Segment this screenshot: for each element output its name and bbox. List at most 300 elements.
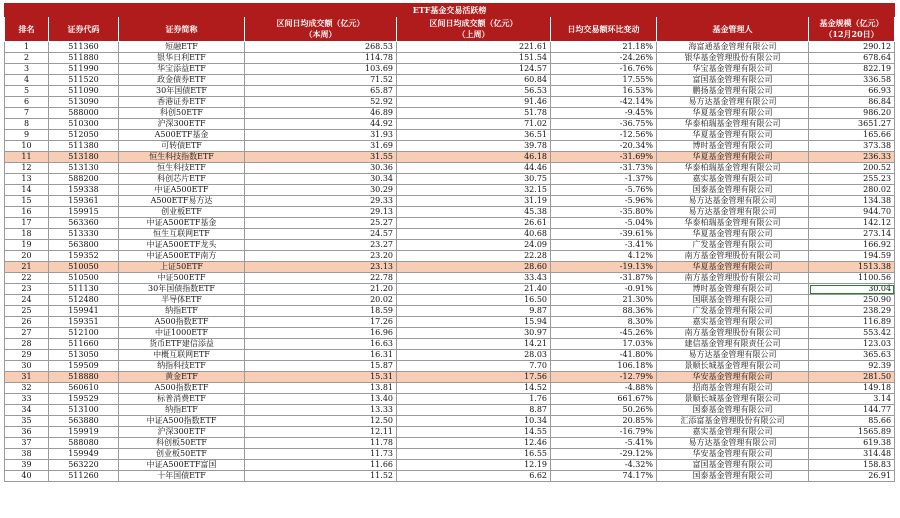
cell-manager[interactable]: 华安基金管理有限公司 [657, 372, 809, 383]
cell-manager[interactable]: 南方基金管理股份有限公司 [657, 251, 809, 262]
cell-change[interactable]: -16.79% [551, 427, 657, 438]
cell-rank[interactable]: 23 [5, 284, 49, 295]
cell-manager[interactable]: 南方基金管理股份有限公司 [657, 273, 809, 284]
cell-name[interactable]: 政金债券ETF [119, 75, 245, 86]
cell-avg-turnover-this-week[interactable]: 65.87 [245, 86, 397, 97]
cell-name[interactable]: 标普消费ETF [119, 394, 245, 405]
cell-name[interactable]: 纳指ETF [119, 306, 245, 317]
cell-fund-size[interactable]: 619.38 [809, 438, 895, 449]
cell-manager[interactable]: 博时基金管理有限公司 [657, 141, 809, 152]
cell-avg-turnover-last-week[interactable]: 30.75 [397, 174, 551, 185]
cell-change[interactable]: 50.26% [551, 405, 657, 416]
cell-code[interactable]: 518880 [49, 372, 119, 383]
cell-avg-turnover-this-week[interactable]: 18.59 [245, 306, 397, 317]
cell-name[interactable]: 香港证券ETF [119, 97, 245, 108]
cell-change[interactable]: -39.61% [551, 229, 657, 240]
cell-avg-turnover-last-week[interactable]: 10.34 [397, 416, 551, 427]
cell-fund-size[interactable]: 281.50 [809, 372, 895, 383]
cell-manager[interactable]: 银华基金管理股份有限公司 [657, 53, 809, 64]
cell-manager[interactable]: 汇添富基金管理股份有限公司 [657, 416, 809, 427]
cell-avg-turnover-this-week[interactable]: 29.13 [245, 207, 397, 218]
cell-avg-turnover-this-week[interactable]: 268.53 [245, 42, 397, 53]
cell-avg-turnover-last-week[interactable]: 6.62 [397, 471, 551, 482]
cell-avg-turnover-this-week[interactable]: 13.40 [245, 394, 397, 405]
cell-fund-size[interactable]: 149.18 [809, 383, 895, 394]
cell-avg-turnover-last-week[interactable]: 1.76 [397, 394, 551, 405]
cell-avg-turnover-last-week[interactable]: 14.21 [397, 339, 551, 350]
cell-change[interactable]: 20.85% [551, 416, 657, 427]
cell-change[interactable]: -4.88% [551, 383, 657, 394]
cell-manager[interactable]: 华夏基金管理有限公司 [657, 152, 809, 163]
cell-avg-turnover-this-week[interactable]: 44.92 [245, 119, 397, 130]
cell-change[interactable]: -31.87% [551, 273, 657, 284]
cell-name[interactable]: 华宝添益ETF [119, 64, 245, 75]
cell-manager[interactable]: 易方达基金管理有限公司 [657, 207, 809, 218]
cell-manager[interactable]: 广发基金管理有限公司 [657, 240, 809, 251]
cell-avg-turnover-last-week[interactable]: 36.51 [397, 130, 551, 141]
cell-rank[interactable]: 24 [5, 295, 49, 306]
cell-avg-turnover-this-week[interactable]: 103.69 [245, 64, 397, 75]
cell-change[interactable]: -5.76% [551, 185, 657, 196]
cell-avg-turnover-last-week[interactable]: 14.55 [397, 427, 551, 438]
cell-code[interactable]: 511990 [49, 64, 119, 75]
cell-manager[interactable]: 景顺长城基金管理有限公司 [657, 394, 809, 405]
cell-change[interactable]: -42.14% [551, 97, 657, 108]
cell-change[interactable]: 16.53% [551, 86, 657, 97]
cell-avg-turnover-this-week[interactable]: 11.66 [245, 460, 397, 471]
cell-avg-turnover-this-week[interactable]: 16.63 [245, 339, 397, 350]
cell-rank[interactable]: 5 [5, 86, 49, 97]
cell-manager[interactable]: 南方基金管理股份有限公司 [657, 328, 809, 339]
cell-avg-turnover-this-week[interactable]: 17.26 [245, 317, 397, 328]
cell-rank[interactable]: 17 [5, 218, 49, 229]
cell-code[interactable]: 159361 [49, 196, 119, 207]
cell-manager[interactable]: 广发基金管理有限公司 [657, 306, 809, 317]
cell-rank[interactable]: 16 [5, 207, 49, 218]
cell-code[interactable]: 159352 [49, 251, 119, 262]
cell-rank[interactable]: 10 [5, 141, 49, 152]
cell-change[interactable]: -0.91% [551, 284, 657, 295]
cell-name[interactable]: 科创芯片ETF [119, 174, 245, 185]
cell-manager[interactable]: 易方达基金管理有限公司 [657, 350, 809, 361]
cell-code[interactable]: 511090 [49, 86, 119, 97]
cell-code[interactable]: 159338 [49, 185, 119, 196]
cell-fund-size[interactable]: 3651.27 [809, 119, 895, 130]
cell-fund-size[interactable]: 250.90 [809, 295, 895, 306]
cell-manager[interactable]: 易方达基金管理有限公司 [657, 97, 809, 108]
cell-rank[interactable]: 39 [5, 460, 49, 471]
cell-manager[interactable]: 国泰基金管理有限公司 [657, 471, 809, 482]
cell-change[interactable]: -29.12% [551, 449, 657, 460]
cell-avg-turnover-last-week[interactable]: 46.18 [397, 152, 551, 163]
cell-code[interactable]: 511380 [49, 141, 119, 152]
cell-fund-size[interactable]: 1100.56 [809, 273, 895, 284]
cell-change[interactable]: -12.56% [551, 130, 657, 141]
cell-fund-size[interactable]: 26.91 [809, 471, 895, 482]
cell-avg-turnover-this-week[interactable]: 29.33 [245, 196, 397, 207]
cell-name[interactable]: A500指数ETF [119, 383, 245, 394]
cell-rank[interactable]: 34 [5, 405, 49, 416]
cell-name[interactable]: 中证500ETF [119, 273, 245, 284]
cell-rank[interactable]: 28 [5, 339, 49, 350]
cell-avg-turnover-last-week[interactable]: 91.46 [397, 97, 551, 108]
cell-code[interactable]: 510050 [49, 262, 119, 273]
cell-avg-turnover-this-week[interactable]: 52.92 [245, 97, 397, 108]
cell-name[interactable]: 创业板50ETF [119, 449, 245, 460]
cell-rank[interactable]: 12 [5, 163, 49, 174]
cell-change[interactable]: -45.26% [551, 328, 657, 339]
cell-manager[interactable]: 易方达基金管理有限公司 [657, 196, 809, 207]
cell-change[interactable]: -5.41% [551, 438, 657, 449]
cell-change[interactable]: 661.67% [551, 394, 657, 405]
cell-rank[interactable]: 40 [5, 471, 49, 482]
cell-name[interactable]: 中证A500ETF基金 [119, 218, 245, 229]
cell-avg-turnover-this-week[interactable]: 23.20 [245, 251, 397, 262]
cell-change[interactable]: -1.37% [551, 174, 657, 185]
cell-fund-size[interactable]: 30.04 [809, 284, 895, 295]
cell-name[interactable]: 中概互联网ETF [119, 350, 245, 361]
cell-avg-turnover-last-week[interactable]: 24.09 [397, 240, 551, 251]
cell-name[interactable]: 中证A500ETF [119, 185, 245, 196]
cell-name[interactable]: 科创50ETF [119, 108, 245, 119]
cell-code[interactable]: 588200 [49, 174, 119, 185]
cell-avg-turnover-this-week[interactable]: 12.11 [245, 427, 397, 438]
cell-code[interactable]: 510300 [49, 119, 119, 130]
cell-rank[interactable]: 19 [5, 240, 49, 251]
cell-name[interactable]: 中证A500ETF南方 [119, 251, 245, 262]
cell-fund-size[interactable]: 678.64 [809, 53, 895, 64]
cell-fund-size[interactable]: 200.52 [809, 163, 895, 174]
cell-name[interactable]: 中证A500ETF富国 [119, 460, 245, 471]
cell-fund-size[interactable]: 92.39 [809, 361, 895, 372]
cell-name[interactable]: 可转债ETF [119, 141, 245, 152]
cell-code[interactable]: 588080 [49, 438, 119, 449]
cell-fund-size[interactable]: 373.38 [809, 141, 895, 152]
cell-fund-size[interactable]: 280.02 [809, 185, 895, 196]
cell-change[interactable]: -35.80% [551, 207, 657, 218]
cell-rank[interactable]: 33 [5, 394, 49, 405]
cell-name[interactable]: A500ETF易方达 [119, 196, 245, 207]
cell-avg-turnover-this-week[interactable]: 21.20 [245, 284, 397, 295]
cell-manager[interactable]: 招商基金管理有限公司 [657, 383, 809, 394]
cell-name[interactable]: 短融ETF [119, 42, 245, 53]
cell-name[interactable]: 30年国债ETF [119, 86, 245, 97]
cell-fund-size[interactable]: 553.42 [809, 328, 895, 339]
cell-change[interactable]: -12.79% [551, 372, 657, 383]
cell-rank[interactable]: 26 [5, 317, 49, 328]
cell-avg-turnover-last-week[interactable]: 32.15 [397, 185, 551, 196]
cell-manager[interactable]: 嘉实基金管理有限公司 [657, 317, 809, 328]
cell-fund-size[interactable]: 255.23 [809, 174, 895, 185]
cell-name[interactable]: 中证A500ETF龙头 [119, 240, 245, 251]
cell-avg-turnover-last-week[interactable]: 26.61 [397, 218, 551, 229]
cell-name[interactable]: 货币ETF建信添益 [119, 339, 245, 350]
cell-code[interactable]: 513330 [49, 229, 119, 240]
cell-avg-turnover-this-week[interactable]: 15.87 [245, 361, 397, 372]
cell-name[interactable]: 黄金ETF [119, 372, 245, 383]
cell-rank[interactable]: 4 [5, 75, 49, 86]
cell-rank[interactable]: 31 [5, 372, 49, 383]
cell-fund-size[interactable]: 822.19 [809, 64, 895, 75]
cell-change[interactable]: 74.17% [551, 471, 657, 482]
cell-manager[interactable]: 嘉实基金管理有限公司 [657, 174, 809, 185]
cell-code[interactable]: 513100 [49, 405, 119, 416]
cell-rank[interactable]: 13 [5, 174, 49, 185]
cell-avg-turnover-last-week[interactable]: 8.87 [397, 405, 551, 416]
cell-avg-turnover-last-week[interactable]: 51.78 [397, 108, 551, 119]
cell-fund-size[interactable]: 290.12 [809, 42, 895, 53]
cell-manager[interactable]: 富国基金管理有限公司 [657, 460, 809, 471]
cell-code[interactable]: 513180 [49, 152, 119, 163]
cell-code[interactable]: 563800 [49, 240, 119, 251]
cell-rank[interactable]: 7 [5, 108, 49, 119]
cell-name[interactable]: 科创板50ETF [119, 438, 245, 449]
cell-fund-size[interactable]: 165.66 [809, 130, 895, 141]
cell-fund-size[interactable]: 194.59 [809, 251, 895, 262]
cell-change[interactable]: 21.30% [551, 295, 657, 306]
cell-avg-turnover-last-week[interactable]: 31.19 [397, 196, 551, 207]
cell-avg-turnover-this-week[interactable]: 23.13 [245, 262, 397, 273]
cell-rank[interactable]: 18 [5, 229, 49, 240]
cell-manager[interactable]: 华夏基金管理有限公司 [657, 108, 809, 119]
cell-fund-size[interactable]: 986.20 [809, 108, 895, 119]
cell-code[interactable]: 512480 [49, 295, 119, 306]
cell-manager[interactable]: 建信基金管理有限责任公司 [657, 339, 809, 350]
cell-avg-turnover-this-week[interactable]: 31.69 [245, 141, 397, 152]
cell-code[interactable]: 513130 [49, 163, 119, 174]
cell-fund-size[interactable]: 3.14 [809, 394, 895, 405]
header-avg-turnover-last-week[interactable] [397, 17, 551, 42]
cell-fund-size[interactable]: 116.89 [809, 317, 895, 328]
cell-manager[interactable]: 易方达基金管理有限公司 [657, 438, 809, 449]
cell-name[interactable]: 创业板ETF [119, 207, 245, 218]
table-title[interactable]: ETF基金交易活跃榜 [5, 4, 895, 17]
cell-change[interactable]: -19.13% [551, 262, 657, 273]
cell-name[interactable]: 中证1000ETF [119, 328, 245, 339]
cell-change[interactable]: 106.18% [551, 361, 657, 372]
cell-change[interactable]: -36.75% [551, 119, 657, 130]
cell-code[interactable]: 510500 [49, 273, 119, 284]
header-manager[interactable]: 基金管理人 [657, 17, 809, 42]
cell-name[interactable]: 恒生科技指数ETF [119, 152, 245, 163]
cell-manager[interactable]: 景顺长城基金管理有限公司 [657, 361, 809, 372]
cell-avg-turnover-last-week[interactable]: 7.70 [397, 361, 551, 372]
cell-manager[interactable]: 鹏扬基金管理有限公司 [657, 86, 809, 97]
cell-fund-size[interactable]: 336.58 [809, 75, 895, 86]
cell-avg-turnover-last-week[interactable]: 17.56 [397, 372, 551, 383]
cell-rank[interactable]: 8 [5, 119, 49, 130]
cell-avg-turnover-last-week[interactable]: 14.52 [397, 383, 551, 394]
cell-fund-size[interactable]: 158.83 [809, 460, 895, 471]
cell-change[interactable]: -4.32% [551, 460, 657, 471]
cell-avg-turnover-this-week[interactable]: 12.50 [245, 416, 397, 427]
cell-code[interactable]: 511880 [49, 53, 119, 64]
cell-code[interactable]: 511520 [49, 75, 119, 86]
cell-code[interactable]: 159529 [49, 394, 119, 405]
cell-fund-size[interactable]: 944.70 [809, 207, 895, 218]
cell-fund-size[interactable]: 365.63 [809, 350, 895, 361]
cell-rank[interactable]: 29 [5, 350, 49, 361]
cell-avg-turnover-this-week[interactable]: 30.34 [245, 174, 397, 185]
cell-manager[interactable]: 嘉实基金管理有限公司 [657, 427, 809, 438]
cell-rank[interactable]: 15 [5, 196, 49, 207]
cell-change[interactable]: -41.80% [551, 350, 657, 361]
cell-avg-turnover-this-week[interactable]: 46.89 [245, 108, 397, 119]
cell-avg-turnover-this-week[interactable]: 13.81 [245, 383, 397, 394]
cell-rank[interactable]: 32 [5, 383, 49, 394]
cell-change[interactable]: -5.04% [551, 218, 657, 229]
cell-fund-size[interactable]: 1565.89 [809, 427, 895, 438]
cell-avg-turnover-last-week[interactable]: 124.57 [397, 64, 551, 75]
cell-avg-turnover-last-week[interactable]: 22.28 [397, 251, 551, 262]
cell-rank[interactable]: 27 [5, 328, 49, 339]
cell-code[interactable]: 159949 [49, 449, 119, 460]
cell-avg-turnover-this-week[interactable]: 31.55 [245, 152, 397, 163]
cell-avg-turnover-this-week[interactable]: 71.52 [245, 75, 397, 86]
cell-code[interactable]: 511130 [49, 284, 119, 295]
cell-name[interactable]: 沪深300ETF [119, 119, 245, 130]
cell-name[interactable]: 恒生科技ETF [119, 163, 245, 174]
cell-rank[interactable]: 38 [5, 449, 49, 460]
cell-rank[interactable]: 37 [5, 438, 49, 449]
cell-rank[interactable]: 14 [5, 185, 49, 196]
cell-manager[interactable]: 华夏基金管理有限公司 [657, 262, 809, 273]
cell-manager[interactable]: 华泰柏瑞基金管理有限公司 [657, 218, 809, 229]
cell-change[interactable]: 88.36% [551, 306, 657, 317]
cell-change[interactable]: -5.96% [551, 196, 657, 207]
cell-name[interactable]: 纳指科技ETF [119, 361, 245, 372]
cell-name[interactable]: A500ETF基金 [119, 130, 245, 141]
cell-change[interactable]: -31.69% [551, 152, 657, 163]
cell-change[interactable]: 17.03% [551, 339, 657, 350]
cell-avg-turnover-last-week[interactable]: 45.38 [397, 207, 551, 218]
cell-rank[interactable]: 21 [5, 262, 49, 273]
cell-avg-turnover-this-week[interactable]: 25.27 [245, 218, 397, 229]
cell-code[interactable]: 560610 [49, 383, 119, 394]
cell-name[interactable]: 上证50ETF [119, 262, 245, 273]
cell-code[interactable]: 513050 [49, 350, 119, 361]
cell-code[interactable]: 159919 [49, 427, 119, 438]
cell-change[interactable]: 17.55% [551, 75, 657, 86]
cell-fund-size[interactable]: 238.29 [809, 306, 895, 317]
cell-avg-turnover-last-week[interactable]: 151.54 [397, 53, 551, 64]
cell-name[interactable]: 银华日利ETF [119, 53, 245, 64]
cell-name[interactable]: 十年国债ETF [119, 471, 245, 482]
cell-fund-size[interactable]: 66.93 [809, 86, 895, 97]
cell-manager[interactable]: 华泰柏瑞基金管理有限公司 [657, 119, 809, 130]
cell-name[interactable]: 30年国债指数ETF [119, 284, 245, 295]
cell-rank[interactable]: 1 [5, 42, 49, 53]
cell-name[interactable]: 纳指ETF [119, 405, 245, 416]
cell-manager[interactable]: 华夏基金管理有限公司 [657, 130, 809, 141]
cell-avg-turnover-this-week[interactable]: 13.33 [245, 405, 397, 416]
cell-manager[interactable]: 博时基金管理有限公司 [657, 284, 809, 295]
cell-avg-turnover-this-week[interactable]: 16.96 [245, 328, 397, 339]
cell-avg-turnover-this-week[interactable]: 31.93 [245, 130, 397, 141]
cell-rank[interactable]: 11 [5, 152, 49, 163]
cell-code[interactable]: 563880 [49, 416, 119, 427]
cell-avg-turnover-this-week[interactable]: 30.29 [245, 185, 397, 196]
cell-change[interactable]: 21.18% [551, 42, 657, 53]
cell-fund-size[interactable]: 166.92 [809, 240, 895, 251]
cell-code[interactable]: 159915 [49, 207, 119, 218]
cell-name[interactable]: 中证A500指数ETF [119, 416, 245, 427]
cell-code[interactable]: 511260 [49, 471, 119, 482]
cell-avg-turnover-last-week[interactable]: 12.19 [397, 460, 551, 471]
header-code[interactable]: 证券代码 [49, 17, 119, 42]
cell-rank[interactable]: 3 [5, 64, 49, 75]
cell-name[interactable]: 半导体ETF [119, 295, 245, 306]
cell-avg-turnover-this-week[interactable]: 114.78 [245, 53, 397, 64]
cell-avg-turnover-this-week[interactable]: 16.31 [245, 350, 397, 361]
header-fund-size[interactable] [809, 17, 895, 42]
cell-code[interactable]: 159941 [49, 306, 119, 317]
cell-avg-turnover-this-week[interactable]: 11.52 [245, 471, 397, 482]
cell-fund-size[interactable]: 273.14 [809, 229, 895, 240]
cell-fund-size[interactable]: 236.33 [809, 152, 895, 163]
cell-change[interactable]: 4.12% [551, 251, 657, 262]
cell-avg-turnover-last-week[interactable]: 44.46 [397, 163, 551, 174]
cell-avg-turnover-this-week[interactable]: 23.27 [245, 240, 397, 251]
cell-avg-turnover-last-week[interactable]: 21.40 [397, 284, 551, 295]
cell-code[interactable]: 511660 [49, 339, 119, 350]
cell-avg-turnover-last-week[interactable]: 9.87 [397, 306, 551, 317]
cell-code[interactable]: 512100 [49, 328, 119, 339]
cell-avg-turnover-last-week[interactable]: 71.02 [397, 119, 551, 130]
cell-avg-turnover-last-week[interactable]: 33.43 [397, 273, 551, 284]
cell-fund-size[interactable]: 85.66 [809, 416, 895, 427]
header-change[interactable]: 日均交易额环比变动 [551, 17, 657, 42]
cell-avg-turnover-last-week[interactable]: 28.03 [397, 350, 551, 361]
header-avg-turnover-this-week[interactable] [245, 17, 397, 42]
cell-avg-turnover-last-week[interactable]: 15.94 [397, 317, 551, 328]
cell-rank[interactable]: 6 [5, 97, 49, 108]
cell-avg-turnover-last-week[interactable]: 60.84 [397, 75, 551, 86]
cell-name[interactable]: 恒生互联网ETF [119, 229, 245, 240]
cell-rank[interactable]: 22 [5, 273, 49, 284]
cell-fund-size[interactable]: 142.12 [809, 218, 895, 229]
cell-fund-size[interactable]: 134.38 [809, 196, 895, 207]
cell-code[interactable]: 563360 [49, 218, 119, 229]
cell-avg-turnover-this-week[interactable]: 15.31 [245, 372, 397, 383]
cell-name[interactable]: A500指数ETF [119, 317, 245, 328]
cell-change[interactable]: -16.76% [551, 64, 657, 75]
cell-manager[interactable]: 富国基金管理有限公司 [657, 75, 809, 86]
cell-avg-turnover-last-week[interactable]: 39.78 [397, 141, 551, 152]
cell-rank[interactable]: 36 [5, 427, 49, 438]
cell-code[interactable]: 513090 [49, 97, 119, 108]
cell-code[interactable]: 159509 [49, 361, 119, 372]
cell-rank[interactable]: 20 [5, 251, 49, 262]
cell-change[interactable]: 8.30% [551, 317, 657, 328]
cell-rank[interactable]: 35 [5, 416, 49, 427]
cell-avg-turnover-last-week[interactable]: 16.55 [397, 449, 551, 460]
cell-change[interactable]: -20.34% [551, 141, 657, 152]
cell-code[interactable]: 512050 [49, 130, 119, 141]
cell-fund-size[interactable]: 314.48 [809, 449, 895, 460]
cell-manager[interactable]: 华宝基金管理有限公司 [657, 64, 809, 75]
cell-avg-turnover-this-week[interactable]: 30.36 [245, 163, 397, 174]
cell-avg-turnover-this-week[interactable]: 20.02 [245, 295, 397, 306]
cell-avg-turnover-last-week[interactable]: 30.97 [397, 328, 551, 339]
cell-manager[interactable]: 国泰基金管理有限公司 [657, 405, 809, 416]
cell-rank[interactable]: 25 [5, 306, 49, 317]
cell-manager[interactable]: 华安基金管理有限公司 [657, 449, 809, 460]
cell-fund-size[interactable]: 86.84 [809, 97, 895, 108]
cell-manager[interactable]: 华泰柏瑞基金管理有限公司 [657, 163, 809, 174]
cell-rank[interactable]: 2 [5, 53, 49, 64]
cell-avg-turnover-last-week[interactable]: 16.50 [397, 295, 551, 306]
